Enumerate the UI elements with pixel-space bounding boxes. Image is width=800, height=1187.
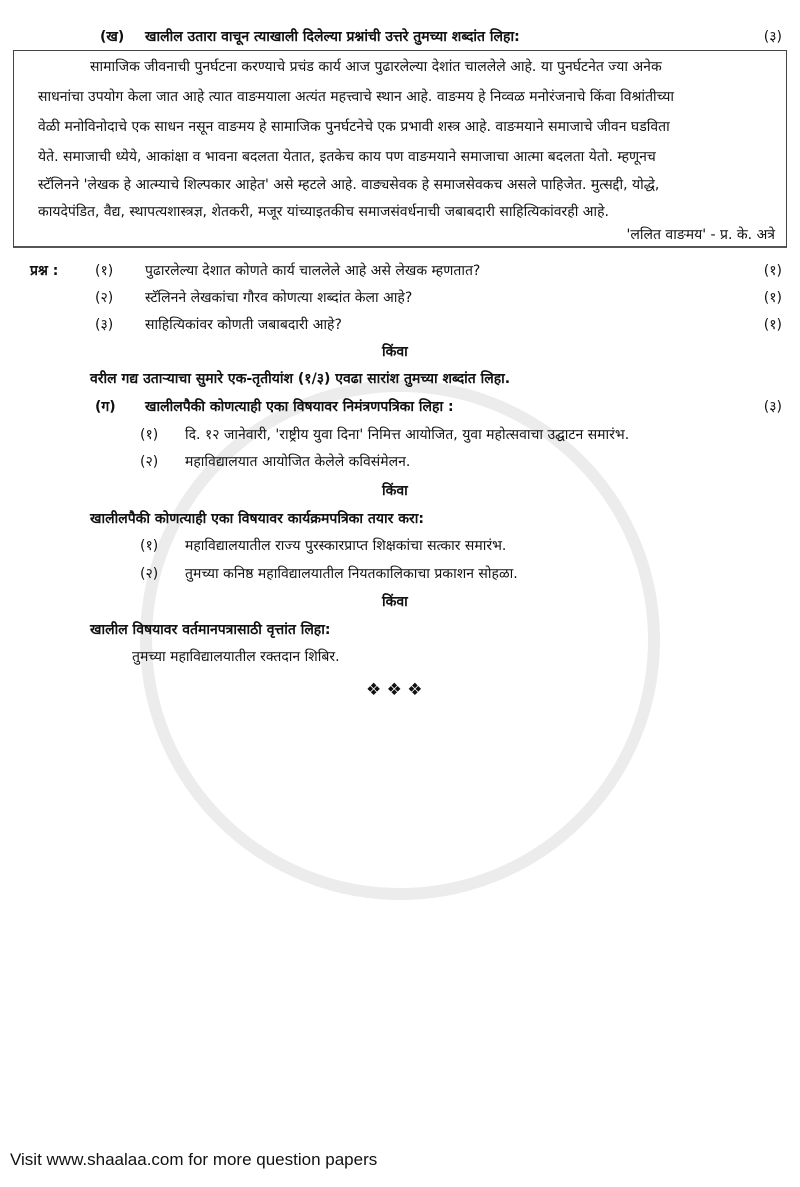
section-ga-title: खालीलपैकी कोणत्याही एका विषयावर निमंत्रणपत्रिका लिहा :: [145, 399, 454, 415]
section-ga-label: (ग): [95, 399, 116, 415]
question-marks: (१): [763, 317, 782, 333]
question-marks: (१): [763, 290, 782, 306]
report-task-title: खालील विषयावर वर्तमानपत्रासाठी वृत्तांत लिहा:: [90, 622, 331, 638]
passage-line: सामाजिक जीवनाची पुनर्घटना करण्याचे प्रचंड कार्य आज पुढारलेल्या देशांत चाललेले आहे. या पुनर्घटनेत ज्या अनेक: [90, 59, 662, 75]
passage-line: येते. समाजाची ध्येये, आकांक्षा व भावना बदलता येतात, इतकेच काय पण वाङमयाने समाजाचा आत्मा बदलता येतो. म्हणूनच: [38, 149, 656, 165]
end-ornament: ❖ ❖ ❖: [366, 680, 423, 700]
questions-label: प्रश्न :: [30, 263, 59, 279]
section-kha-marks: (३): [763, 29, 782, 45]
or-label: किंवा: [382, 594, 408, 610]
question-text: पुढारलेल्या देशात कोणते कार्य चाललेले आहे असे लेखक म्हणतात?: [145, 263, 481, 279]
passage-citation: 'ललित वाङमय' - प्र. के. अत्रे: [626, 227, 775, 243]
passage-line: स्टॅलिनने 'लेखक हे आत्म्याचे शिल्पकार आहेत' असे म्हटले आहे. वाङ्यसेवक हे समाजसेवकच असले पाहिजेत. मुत्सद्दी, योद्धे,: [38, 177, 660, 193]
item-text: महाविद्यालयातील राज्य पुरस्कारप्राप्त शिक्षकांचा सत्कार समारंभ.: [185, 538, 507, 554]
passage-line: साधनांचा उपयोग केला जात आहे त्यात वाङमयाला अत्यंत महत्त्वाचे स्थान आहे. वाङमय हे निव्वळ मनोरंजनाचे किंवा विश्रांतीच्या: [38, 89, 674, 105]
question-number: (३): [95, 317, 114, 333]
or-label: किंवा: [382, 344, 408, 360]
item-number: (२): [140, 454, 159, 470]
item-number: (१): [140, 427, 159, 443]
section-ga-marks: (३): [763, 399, 782, 415]
question-text: साहित्यिकांवर कोणती जबाबदारी आहे?: [145, 317, 342, 333]
question-marks: (१): [763, 263, 782, 279]
passage-line: कायदेपंडित, वैद्य, स्थापत्यशास्त्रज्ञ, शेतकरी, मजूर यांच्याइतकीच समाजसंवर्धनाची जबाबदारी साहित्यिकांवरही आहे.: [38, 204, 609, 220]
item-text: महाविद्यालयात आयोजित केलेले कविसंमेलन.: [185, 454, 411, 470]
item-number: (१): [140, 538, 159, 554]
item-number: (२): [140, 566, 159, 582]
program-task-title: खालीलपैकी कोणत्याही एका विषयावर कार्यक्रमपत्रिका तयार करा:: [90, 511, 424, 527]
report-task-item: तुमच्या महाविद्यालयातील रक्तदान शिबिर.: [132, 649, 340, 665]
summary-task: वरील गद्य उताऱ्याचा सुमारे एक-तृतीयांश (१/३) एवढा सारांश तुमच्या शब्दांत लिहा.: [90, 371, 511, 387]
question-number: (१): [95, 263, 114, 279]
item-text: दि. १२ जानेवारी, 'राष्ट्रीय युवा दिना' निमित्त आयोजित, युवा महोत्सवाचा उद्घाटन समारंभ.: [185, 427, 630, 443]
section-kha-label: (ख): [100, 29, 125, 45]
item-text: तुमच्या कनिष्ठ महाविद्यालयातील नियतकालिकाचा प्रकाशन सोहळा.: [185, 566, 518, 582]
passage-line: वेळी मनोविनोदाचे एक साधन नसून वाङमय हे सामाजिक पुनर्घटनेचे एक प्रभावी शस्त्र आहे. वाङमयाने समाजाचे जीवन घडविता: [38, 119, 670, 135]
section-kha-title: खालील उतारा वाचून त्याखाली दिलेल्या प्रश्नांची उत्तरे तुमच्या शब्दांत लिहा:: [145, 29, 520, 45]
question-number: (२): [95, 290, 114, 306]
question-text: स्टॅलिनने लेखकांचा गौरव कोणत्या शब्दांत केला आहे?: [145, 290, 413, 306]
or-label: किंवा: [382, 483, 408, 499]
footer-link[interactable]: Visit www.shaalaa.com for more question papers: [10, 1150, 378, 1169]
